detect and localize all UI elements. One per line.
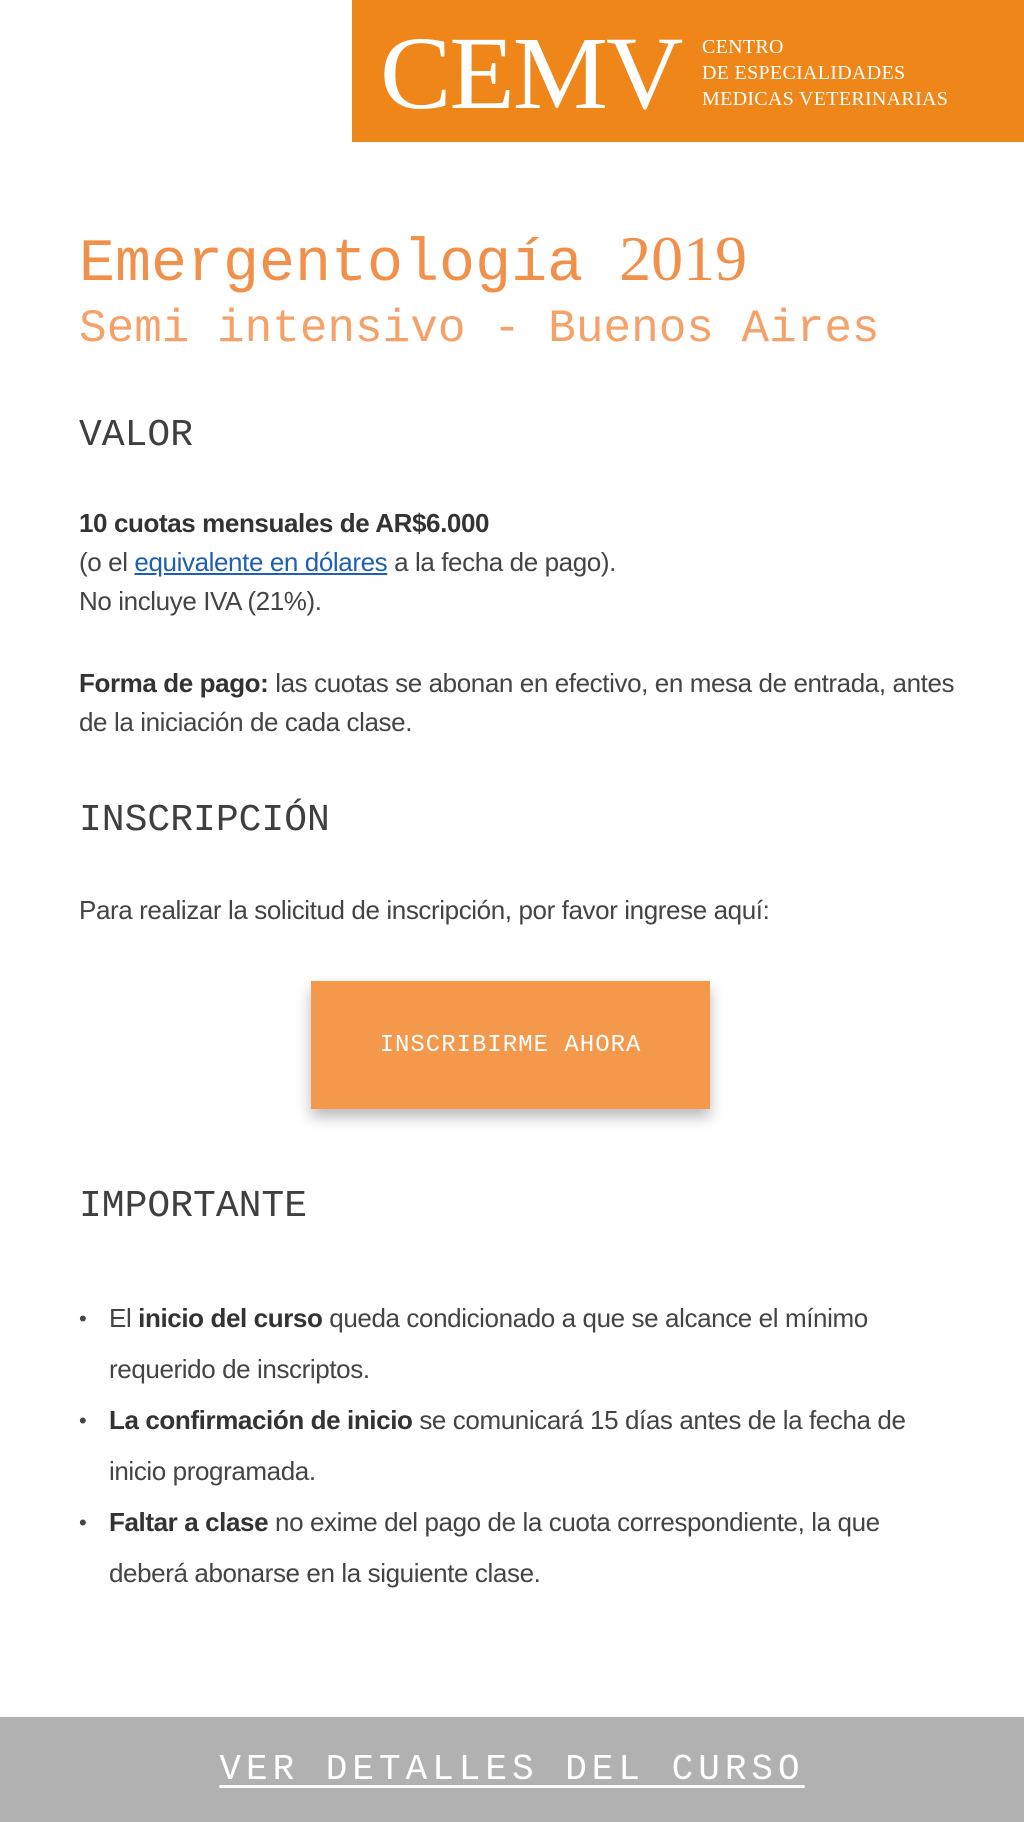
iva-note: No incluye IVA (21%). — [79, 586, 322, 616]
dollar-prefix: (o el — [79, 547, 135, 577]
dollar-line — [79, 543, 959, 582]
payment-label: Forma de pago: — [79, 668, 269, 698]
footer-bar — [0, 1717, 1024, 1822]
important-notes-list — [79, 1293, 959, 1599]
logo-line-2: DE ESPECIALIDADES — [702, 62, 906, 84]
enroll-now-button[interactable]: INSCRIBIRME AHORA — [311, 981, 710, 1109]
inscripcion-instruction-block — [79, 891, 959, 930]
inscripcion-instruction: Para realizar la solicitud de inscripción, por favor ingrese aquí: — [79, 895, 770, 925]
importante-heading: IMPORTANTE — [79, 1185, 308, 1228]
page-subtitle: Semi intensivo - Buenos Aires — [79, 303, 880, 355]
page-title — [79, 224, 747, 300]
logo-mark: CEMV — [380, 16, 682, 131]
valor-heading: VALOR — [79, 414, 194, 457]
note-bold: inicio del curso — [138, 1303, 323, 1333]
cemv-logo[interactable] — [352, 0, 1024, 142]
payment-block — [79, 664, 959, 742]
note-bold: Faltar a clase — [109, 1507, 269, 1537]
note-rest: no exime del pago de la cuota correspondiente, la que deberá abonarse en la siguiente clase. — [109, 1507, 880, 1588]
bullet-icon: • — [79, 1510, 87, 1535]
payment-text: las cuotas se abonan en efectivo, en mesa de entrada, antes de la iniciación de cada clase. — [79, 668, 955, 737]
dollar-suffix: a la fecha de pago). — [387, 547, 616, 577]
logo-line-1: CENTRO — [702, 36, 784, 58]
page-title-year: 2019 — [619, 223, 748, 294]
logo-line-3: MEDICAS VETERINARIAS — [702, 88, 949, 110]
page-title-text: Emergentología — [79, 231, 584, 299]
note-rest: queda condicionado a que se alcance el mínimo requerido de inscriptos. — [109, 1303, 868, 1384]
price-line — [79, 504, 959, 543]
dollar-equivalent-link[interactable]: equivalente en dólares — [134, 547, 388, 577]
price-text: 10 cuotas mensuales de AR$6.000 — [79, 508, 490, 538]
bullet-icon: • — [79, 1408, 87, 1433]
logo-tagline — [702, 34, 948, 112]
inscripcion-heading: INSCRIPCIÓN — [79, 799, 330, 842]
list-item — [79, 1497, 959, 1599]
note-rest: se comunicará 15 días antes de la fecha de inicio programada. — [109, 1405, 906, 1486]
course-details-link[interactable]: VER DETALLES DEL CURSO — [219, 1749, 805, 1790]
payment-line — [79, 664, 959, 742]
note-bold: La confirmación de inicio — [109, 1405, 413, 1435]
list-item — [79, 1395, 959, 1497]
note-prefix: El — [109, 1303, 139, 1333]
list-item — [79, 1293, 959, 1395]
bullet-icon: • — [79, 1306, 87, 1331]
valor-price-block — [79, 504, 959, 621]
